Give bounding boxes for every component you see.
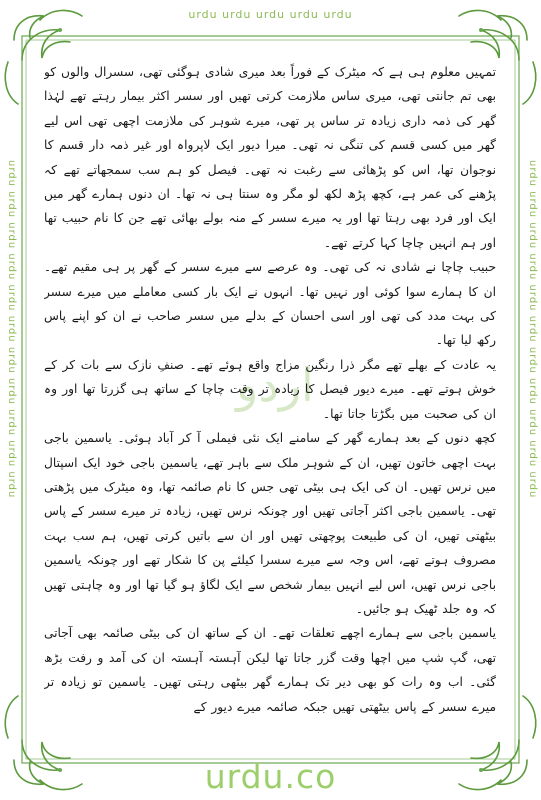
article-body (44, 60, 496, 760)
left-side-watermark: urdu urdu urdu urdu urdu urdu urdu urdu urdu urdu urdu (6, 160, 17, 499)
paragraph-5: یاسمین باجی سے ہمارے اچھے تعلقات تھے۔ ان کے ساتھ ان کی بیٹی صائمہ بھی آجاتی تھی، گپ شپ میں اچھا وقت گزر جاتا تھا لیکن آہستہ آہستہ ان کی آمد و رفت بڑھ گئی۔ اب وہ رات کو بھی دیر تک ہمارے گھر بیٹھی رہتی تھیں۔ یاسمین تو زیادہ تر میرے سسر کے پاس بیٹھتی تھیں جبکہ صائمہ میرے دیور کے (44, 626, 496, 714)
paragraph-1: تمہیں معلوم ہی ہے کہ میٹرک کے فوراً بعد میری شادی ہوگئی تھی، سسرال والوں کو بھی تم جانتی تھی، میری ساس ملازمت کرتی تھیں اور سسر اکثر بیمار رہتے تھے لہٰذا گھر کی ذمہ داری زیادہ تر ساس پر تھی، میرے شوہر کی ملازمت اچھی تھی اس لیے گھر میں کسی قسم کی تنگی نہ تھی۔ میرا دیور ایک لاپرواہ اور غیر ذمہ دار قسم کا نوجوان تھا، اس کو پڑھائی سے رغبت نہ تھی۔ فیصل کو ہم سب سمجھاتے تھے کہ پڑھنے کی عمر ہے، کچھ پڑھ لکھ لو مگر وہ سنتا ہی نہ تھا۔ ان دنوں ہمارے گھر میں ایک اور فرد بھی رہتا تھا اور یہ میرے سسر کے منہ بولے بھائی تھے جن کا نام حبیب تھا اور ہم انہیں چاچا کہا کرتے تھے۔ (44, 65, 496, 250)
top-watermark: urdu urdu urdu urdu urdu (188, 8, 353, 21)
svg-text:اردو: اردو (236, 358, 314, 412)
site-watermark: urdu.co (204, 757, 337, 796)
paragraph-3: یہ عادت کے بھلے تھے مگر ذرا رنگین مزاج واقع ہوئے تھے۔ صنفِ نازک سے بات کر کے خوش ہوتے تھے۔ میرے دیور فیصل کا زیادہ تر وقت چاچا کے ساتھ ہی گزرتا تھا اور وہ ان کی صحبت میں بگڑتا جاتا تھا۔ (44, 357, 496, 421)
paragraph-4: کچھ دنوں کے بعد ہمارے گھر کے سامنے ایک نئی فیملی آ کر آباد ہوئی۔ یاسمین باجی بہت اچھی خاتون تھیں، ان کے شوہر ملک سے باہر تھے، یاسمین باجی خود ایک اسپتال میں نرس تھیں۔ ان کی ایک ہی بیٹی تھی جس کا نام صائمہ تھا، وہ میٹرک میں پڑھتی تھی۔ یاسمین باجی اکثر آجاتی تھیں اور چونکہ نرس تھیں، زیادہ تر میرے سسر کے پاس بیٹھتی تھیں، ان کی طبیعت پوچھتی تھیں اور ان سے باتیں کرتی تھیں، ہم سب بہت مصروف ہوتے تھے، اس وجہ سے میرے سسرا کیلئے پن کا شکار تھے اور چونکہ یاسمین باجی نرس تھیں، اس لیے انہیں بیمار شخص سے ایک لگاؤ ہو گیا تھا اور وہ چاہتی تھیں کہ وہ جلد ٹھیک ہو جائیں۔ (44, 431, 496, 616)
paragraph-2: حبیب چاچا نے شادی نہ کی تھی۔ وہ عرصے سے میرے سسر کے گھر پر ہی مقیم تھے۔ ان کا ہمارے سوا کوئی اور نہیں تھا۔ انہوں نے ایک بار کسی معاملے میں میرے سسر کی بہت مدد کی تھی اور اسی احسان کے بدلے میں سسر صاحب نے ان کو اپنے پاس رکھ لیا تھا۔ (44, 260, 496, 348)
right-side-watermark: urdu urdu urdu urdu urdu urdu urdu urdu urdu urdu urdu (527, 160, 538, 499)
